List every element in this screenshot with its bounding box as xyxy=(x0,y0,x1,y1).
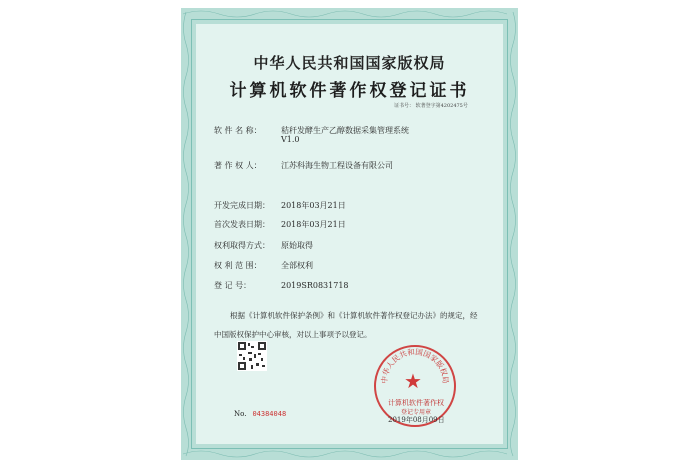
serial-label: No. xyxy=(234,410,247,418)
field-value: 2018年03月21日 xyxy=(281,201,346,210)
field-publication-date xyxy=(214,219,346,230)
field-acquisition-method xyxy=(214,240,313,251)
qr-code xyxy=(237,341,267,371)
field-copyright-owner xyxy=(214,160,393,171)
field-label: 开发完成日期： xyxy=(214,201,270,210)
field-value: 秸秆发酵生产乙醇数据采集管理系统 xyxy=(281,126,409,135)
certificate-content xyxy=(181,8,518,460)
field-value: 原始取得 xyxy=(281,241,313,250)
issuer-title: 中华人民共和国国家版权局 xyxy=(253,54,446,72)
serial-number xyxy=(234,410,286,418)
field-label: 著 作 权 人： xyxy=(214,161,262,170)
star-icon: ★ xyxy=(404,369,422,393)
seal-ring-label: 中华人民共和国国家版权局 xyxy=(379,347,451,384)
certificate-number: 证书号： 软著登字第4202475号 xyxy=(394,103,468,109)
field-registration-number xyxy=(214,280,349,291)
serial-value: 04384048 xyxy=(252,410,287,418)
field-value: 2019SR0831718 xyxy=(281,281,349,290)
field-value: 全部权利 xyxy=(281,261,313,270)
seal-inner-line-2: 登记专用章 xyxy=(400,409,431,416)
certificate-title: 计算机软件著作权登记证书 xyxy=(229,81,470,101)
issue-date: 2019年08月09日 xyxy=(388,416,445,424)
field-label: 软 件 名 称： xyxy=(214,126,262,135)
field-label: 权利取得方式： xyxy=(214,241,270,250)
field-completion-date xyxy=(214,200,346,211)
field-value: 2018年03月21日 xyxy=(281,220,346,229)
field-label: 权 利 范 围： xyxy=(214,261,262,270)
field-software-name xyxy=(214,125,409,136)
field-label: 登 记 号： xyxy=(214,281,252,290)
field-label: 首次发表日期： xyxy=(214,220,270,229)
software-version: V1.0 xyxy=(281,135,300,144)
seal-inner-line-1: 计算机软件著作权 xyxy=(388,399,444,407)
certificate-body-text: 根据《计算机软件保护条例》和《计算机软件著作权登记办法》的规定，经中国版权保护中心审核，对以上事项予以登记。 xyxy=(214,311,478,339)
field-rights-scope xyxy=(214,260,313,271)
field-value: 江苏科海生物工程设备有限公司 xyxy=(281,161,393,170)
